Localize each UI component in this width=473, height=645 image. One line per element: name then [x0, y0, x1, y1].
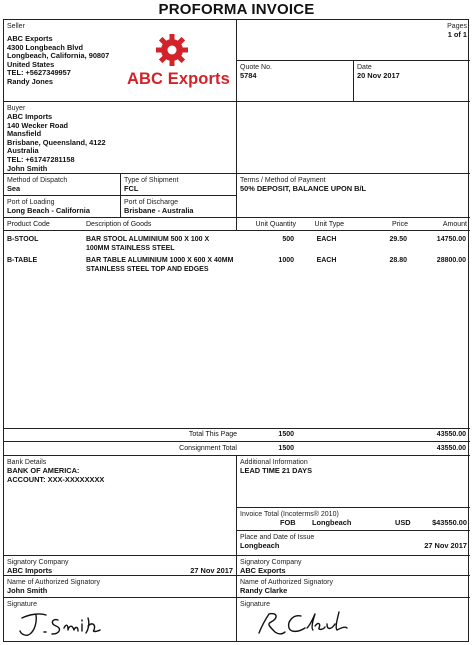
seller-line: TEL: +5627349957 [7, 68, 71, 78]
seller-line: ABC Exports [7, 34, 53, 43]
buyer-address [7, 113, 233, 173]
signatory-company-right [237, 556, 470, 576]
terms-value: 50% DEPOSIT, BALANCE UPON B/L [240, 184, 367, 193]
seller-line: United States [7, 59, 55, 69]
buyer-line: TEL: +61747281158 [7, 154, 75, 164]
bank-line: BANK OF AMERICA: [7, 466, 80, 475]
col-header-amount: Amount [411, 218, 470, 231]
row-desc: BAR STOOL ALUMINIUM 500 X 100 X 100MM STAINLESS STEEL [86, 236, 210, 252]
signatory-company-left [4, 556, 237, 576]
loading-label: Port of Loading [7, 199, 55, 206]
handwritten-signature [255, 608, 350, 638]
authorized-signatory-label: Name of Authorized Signatory [7, 579, 100, 586]
discharge-value: Brisbane - Australia [124, 206, 194, 215]
seller-line: Longbeach, California, 90807 [7, 51, 110, 61]
buyer-line: John Smith [7, 163, 48, 173]
authorized-signatory-right [237, 576, 470, 598]
total-page-amount: 43550.00 [436, 431, 466, 438]
loading-block [4, 196, 121, 218]
signature-right [237, 598, 470, 641]
bank-details-block [4, 456, 237, 556]
col-header-price: Price [347, 218, 411, 231]
authorized-signatory-value: John Smith [7, 586, 48, 595]
items-table-body [4, 231, 470, 429]
authorized-signatory-value: Randy Clarke [240, 586, 288, 595]
pages-label: Pages [447, 23, 467, 30]
seller-block [4, 20, 237, 102]
company-logo-text: ABC Exports [127, 70, 230, 88]
invoice-sheet [3, 19, 469, 642]
seller-label: Seller [7, 23, 25, 30]
signatory-company-values [7, 567, 233, 576]
row-price: 28.80 [389, 257, 407, 264]
col-header-type: Unit Type [299, 218, 347, 231]
authorized-signatory-left [4, 576, 237, 598]
row-amount: 28800.00 [436, 257, 466, 264]
row-qty: 1000 [278, 257, 294, 264]
col-header-qty: Unit Quantity [237, 218, 299, 231]
row-code: B-TABLE [7, 257, 38, 264]
signature-left [4, 598, 237, 641]
consignment-total-row [4, 442, 470, 456]
buyer-line: 140 Wecker Road [7, 120, 69, 130]
terms-block [237, 174, 470, 218]
buyer-line: Australia [7, 146, 39, 156]
signature-label: Signature [7, 601, 37, 608]
bank-label: Bank Details [7, 459, 47, 466]
document-title: PROFORMA INVOICE [158, 1, 315, 18]
place-date-block [237, 531, 470, 556]
row-unit-type: EACH [316, 236, 337, 243]
handwritten-signature [16, 610, 106, 638]
shipment-block [121, 174, 237, 196]
consignment-total-qty: 1500 [278, 445, 294, 452]
issue-place: Longbeach [240, 541, 280, 550]
invoice-total-block [237, 508, 470, 531]
row-desc: BAR TABLE ALUMINIUM 1000 X 600 X 40MM STAINLESS STEEL TOP AND EDGES [86, 257, 234, 273]
gear-icon [154, 32, 190, 68]
pages-value: 1 of 1 [447, 30, 467, 39]
discharge-label: Port of Discharge [124, 199, 179, 206]
row-price: 29.50 [389, 236, 407, 243]
shipment-label: Type of Shipment [124, 177, 179, 184]
issue-date: 27 Nov 2017 [424, 541, 467, 550]
date-value: 20 Nov 2017 [357, 71, 400, 80]
quote-value: 5784 [240, 71, 257, 80]
buyer-side-blank [237, 102, 470, 174]
buyer-line: ABC Imports [7, 112, 53, 121]
additional-value: LEAD TIME 21 DAYS [240, 466, 313, 475]
quote-label: Quote No. [240, 64, 272, 71]
total-page-qty: 1500 [278, 431, 294, 438]
consignment-total-label: Consignment Total [179, 445, 237, 452]
dispatch-block [4, 174, 121, 196]
seller-line: Randy Jones [7, 76, 54, 86]
incoterm-place: Longbeach [312, 518, 352, 527]
date-block [354, 61, 470, 102]
consignment-total-amount: 43550.00 [436, 445, 466, 452]
additional-info-block [237, 456, 470, 508]
signature-label: Signature [240, 601, 270, 608]
buyer-line: Brisbane, Queensland, 4122 [7, 137, 106, 147]
quote-block [237, 61, 354, 102]
bank-line: ACCOUNT: XXX-XXXXXXXX [7, 474, 105, 484]
row-amount: 14750.00 [436, 236, 466, 243]
invoice-total-label: Invoice Total (Incoterms® 2010) [240, 511, 339, 518]
currency-value: USD [395, 518, 411, 527]
total-page-label: Total This Page [188, 431, 237, 438]
seller-line: 4300 Longbeach Blvd [7, 42, 83, 52]
authorized-signatory-label: Name of Authorized Signatory [240, 579, 333, 586]
loading-value: Long Beach - California [7, 206, 90, 215]
row-code: B-STOOL [7, 236, 39, 243]
signatory-company-label: Signatory Company [240, 559, 302, 566]
invoice-total-amount: $43550.00 [432, 518, 467, 527]
shipment-value: FCL [124, 184, 139, 193]
invoice-total-values [240, 519, 467, 528]
buyer-block [4, 102, 237, 174]
col-header-desc: Description of Goods [83, 218, 237, 231]
row-unit-type: EACH [316, 257, 337, 264]
place-date-label: Place and Date of Issue [240, 534, 315, 541]
incoterm-value: FOB [280, 518, 296, 527]
row-qty: 500 [282, 236, 294, 243]
signatory-date: 27 Nov 2017 [190, 566, 233, 575]
signatory-company-label: Signatory Company [7, 559, 69, 566]
pages-block [237, 20, 470, 61]
col-header-code: Product Code [4, 218, 83, 231]
discharge-block [121, 196, 237, 218]
signatory-company-value: ABC Exports [240, 566, 286, 575]
buyer-label: Buyer [7, 105, 26, 112]
buyer-line: Mansfield [7, 129, 42, 139]
signatory-company-value: ABC Imports [7, 566, 53, 575]
date-label: Date [357, 64, 372, 71]
additional-label: Additional Information [240, 459, 308, 466]
terms-label: Terms / Method of Payment [240, 177, 326, 184]
dispatch-label: Method of Dispatch [7, 177, 68, 184]
total-page-row [4, 429, 470, 442]
dispatch-value: Sea [7, 184, 21, 193]
place-date-values [240, 542, 467, 551]
